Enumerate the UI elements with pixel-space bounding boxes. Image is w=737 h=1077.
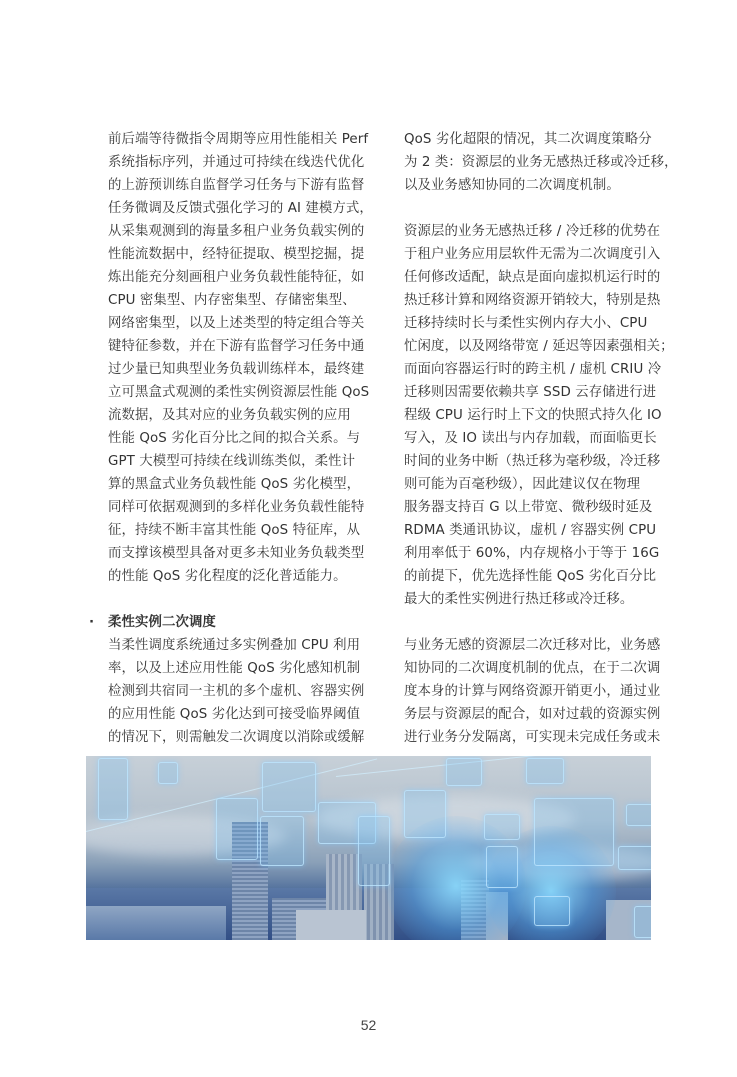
text-line: 的性能 QoS 劣化程度的泛化普适能力。: [108, 569, 347, 584]
right-paragraph-2: [404, 220, 674, 611]
text-line: 立可黑盒式观测的柔性实例资源层性能 QoS: [108, 385, 370, 400]
text-line: 最大的柔性实例进行热迁移或冷迁移。: [404, 592, 634, 607]
text-line: 写入，及 IO 读出与内存加载，而面临更长: [404, 431, 657, 446]
holo-panel: [634, 906, 651, 938]
building: [86, 906, 226, 940]
text-line: 同样可依据观测到的多样化业务负载性能特: [108, 500, 365, 515]
text-line: 键特征参数，并在下游有监督学习任务中通: [108, 339, 365, 354]
left-column: [89, 128, 373, 749]
text-line: 忙闲度，以及网络带宽 / 延迟等因素强相关；: [404, 339, 674, 354]
text-line: 而支撑该模型具备对更多未知业务负载类型: [108, 546, 365, 561]
holo-panel: [446, 758, 482, 786]
holo-panel: [158, 762, 178, 784]
holo-panel: [526, 758, 564, 784]
text-line: 的应用性能 QoS 劣化达到可接受临界阈值: [108, 707, 361, 722]
holo-panel: [262, 762, 316, 812]
holo-panel: [484, 814, 520, 840]
text-line: 网络密集型，以及上述类型的特定组合等关: [108, 316, 365, 331]
holo-panel: [618, 846, 651, 870]
text-line: 于租户业务应用层软件无需为二次调度引入: [404, 247, 661, 262]
text-line: 炼出能充分刻画租户业务负载性能特征，如: [108, 270, 365, 285]
holo-panel: [486, 846, 518, 888]
text-line: 的前提下，优先选择性能 QoS 劣化百分比: [404, 569, 657, 584]
text-line: 迁移则因需要依赖共享 SSD 云存储进行进: [404, 385, 657, 400]
text-line: RDMA 类通讯协议，虚机 / 容器实例 CPU: [404, 523, 657, 538]
text-line: 性能流数据中，经特征提取、模型挖掘，提: [108, 247, 365, 262]
text-line: 迁移持续时长与柔性实例内存大小、CPU: [404, 316, 648, 331]
text-line: 而面向容器运行时的跨主机 / 虚机 CRIU 冷: [404, 362, 662, 377]
text-line: 前后端等待微指令周期等应用性能相关 Perf: [108, 132, 369, 147]
text-line: 服务器支持百 G 以上带宽、微秒级时延及: [404, 500, 653, 515]
city-hologram-image: [86, 756, 651, 940]
holo-panel: [626, 804, 651, 826]
text-line: 的上游预训练自监督学习任务与下游有监督: [108, 178, 365, 193]
right-paragraph-3: [404, 634, 666, 749]
text-line: 流数据，及其对应的业务负载实例的应用: [108, 408, 351, 423]
text-line: CPU 密集型、内存密集型、存储密集型、: [108, 293, 356, 308]
section-heading: [89, 611, 370, 634]
holo-panel: [98, 758, 128, 820]
text-line: 以及业务感知协同的二次调度机制。: [404, 178, 620, 193]
bullet-icon: ·: [89, 615, 95, 630]
text-line: 率，以及上述应用性能 QoS 劣化感知机制: [108, 661, 361, 676]
text-line: QoS 劣化超限的情况，其二次调度策略分: [404, 132, 652, 147]
right-column: [404, 128, 678, 749]
text-line: 时间的业务中断（热迁移为毫秒级，冷迁移: [404, 454, 661, 469]
holo-panel: [404, 790, 446, 838]
text-line: 为 2 类：资源层的业务无感热迁移或冷迁移，: [404, 155, 678, 170]
right-paragraph-1: [404, 128, 678, 197]
text-line: 的情况下，则需触发二次调度以消除或缓解: [108, 730, 365, 745]
text-line: 进行业务分发隔离，可实现未完成任务或未: [404, 730, 661, 745]
holo-panel: [260, 816, 304, 866]
text-line: 资源层的业务无感热迁移 / 冷迁移的优势在: [404, 224, 661, 239]
section-heading-text: 柔性实例二次调度: [108, 615, 216, 630]
building: [296, 910, 366, 940]
holo-panel: [534, 896, 570, 926]
holo-panel: [358, 816, 390, 886]
text-line: 热迁移计算和网络资源开销较大，特别是热: [404, 293, 661, 308]
text-line: 系统指标序列，并通过可持续在线迭代优化: [108, 155, 365, 170]
light-beam: [336, 756, 651, 777]
text-line: GPT 大模型可持续在线训练类似，柔性计: [108, 454, 356, 469]
text-line: 利用率低于 60%，内存规格小于等于 16G: [404, 546, 660, 561]
text-line: 度本身的计算与网络资源开销更小，通过业: [404, 684, 661, 699]
text-line: 与业务无感的资源层二次迁移对比，业务感: [404, 638, 661, 653]
left-paragraph-1: [108, 128, 373, 588]
text-line: 务层与资源层的配合，如对过载的资源实例: [404, 707, 661, 722]
holo-panel: [534, 798, 614, 866]
text-line: 则可能为百毫秒级），因此建议仅在物理: [404, 477, 641, 492]
text-line: 从采集观测到的海量多租户业务负载实例的: [108, 224, 365, 239]
page-number: 52: [360, 1017, 377, 1033]
text-line: 程级 CPU 运行时上下文的快照式持久化 IO: [404, 408, 662, 423]
holo-panel: [216, 798, 258, 860]
text-line: 知协同的二次调度机制的优点，在于二次调: [404, 661, 661, 676]
text-line: 任务微调及反馈式强化学习的 AI 建模方式，: [108, 201, 373, 216]
text-line: 检测到共宿同一主机的多个虚机、容器实例: [108, 684, 365, 699]
text-line: 当柔性调度系统通过多实例叠加 CPU 利用: [108, 638, 361, 653]
text-line: 性能 QoS 劣化百分比之间的拟合关系。与: [108, 431, 361, 446]
text-line: 任何修改适配，缺点是面向虚拟机运行时的: [404, 270, 661, 285]
section-flexible-instance-rescheduling: [89, 611, 370, 749]
text-line: 算的黑盒式业务负载性能 QoS 劣化模型，: [108, 477, 361, 492]
text-line: 过少量已知典型业务负载训练样本，最终建: [108, 362, 365, 377]
text-line: 征，持续不断丰富其性能 QoS 特征库，从: [108, 523, 361, 538]
